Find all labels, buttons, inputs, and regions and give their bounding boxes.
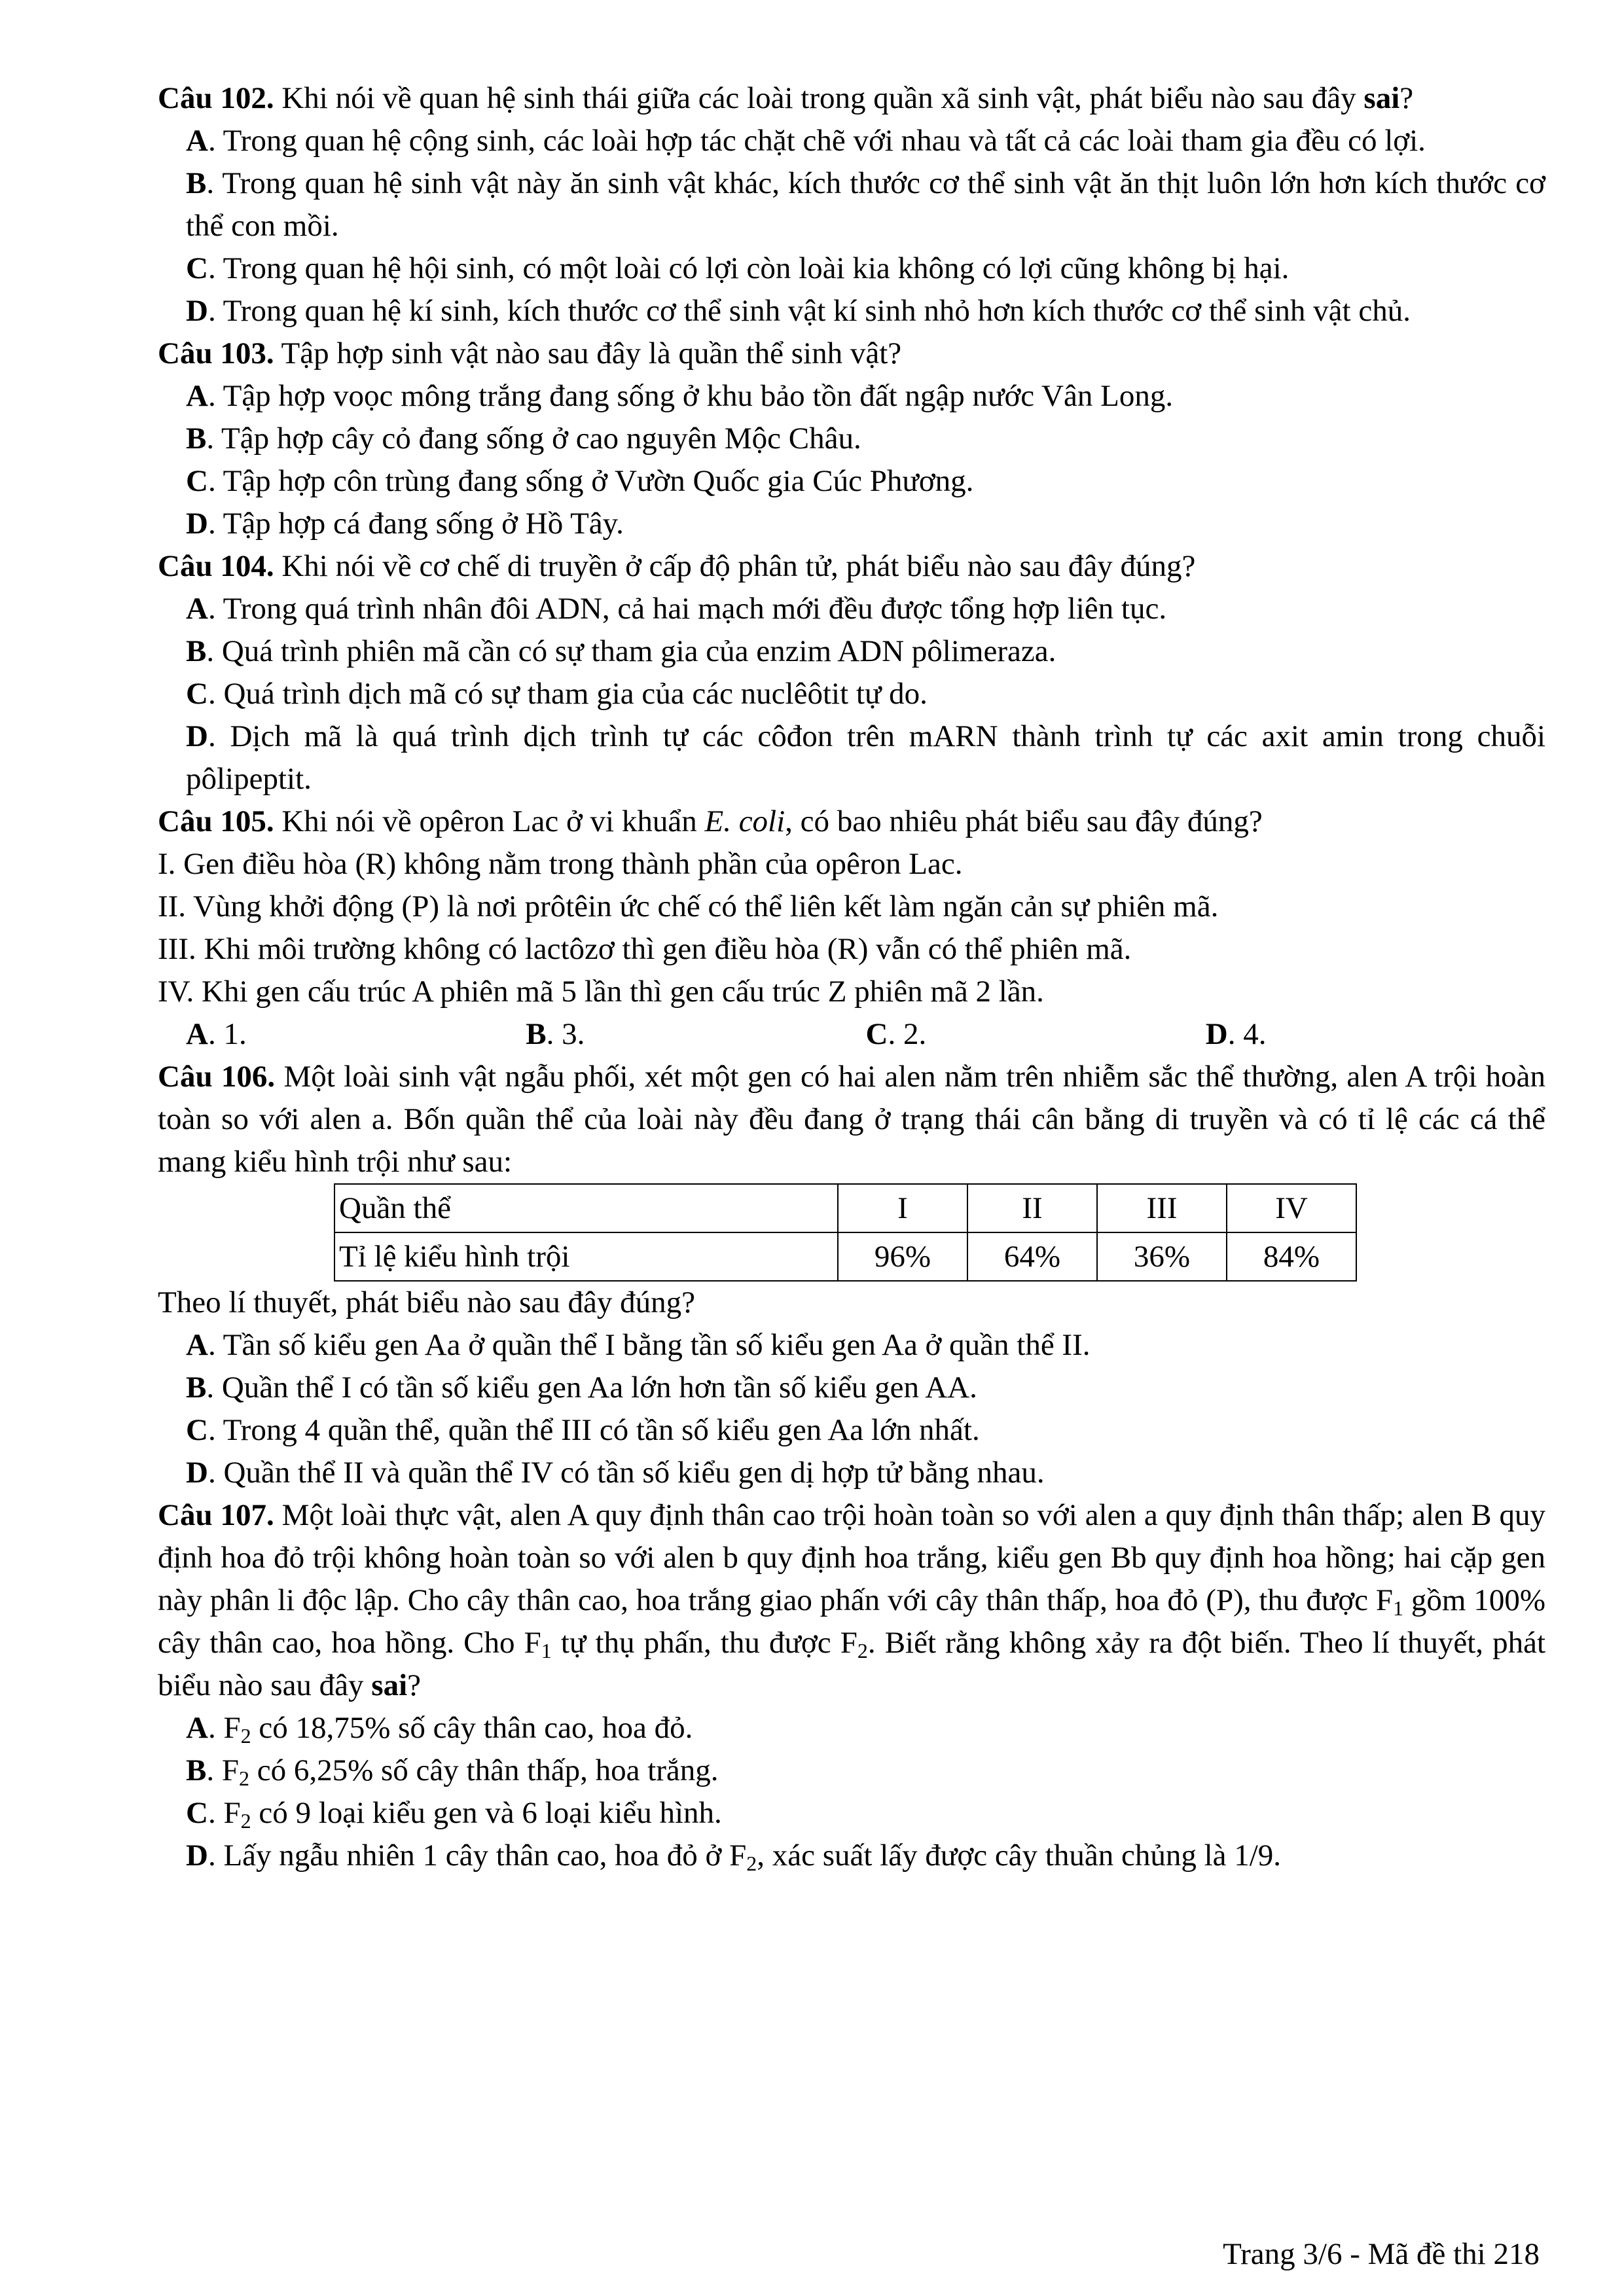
option-d [158,503,1545,545]
option-letter: C [186,1796,208,1830]
page-content [158,77,1545,1877]
option-d [158,290,1545,332]
option-text: . Dịch mã là quá trình dịch trình tự các côđon trên mARN thành trình tự các axit amin trong chuỗi pôlipeptit. [186,719,1545,796]
question-106-prompt: Theo lí thuyết, phát biểu nào sau đây đúng? [158,1285,695,1319]
subscript: 2 [746,1852,757,1875]
option-letter: D [186,719,208,753]
question-number: Câu 102. [158,81,274,115]
question-106 [158,1056,1545,1494]
subscript: 1 [541,1639,552,1662]
question-104 [158,545,1545,800]
question-emphasis: sai [1363,81,1400,115]
option-letter: B [186,422,207,456]
option-text: . Lấy ngẫu nhiên 1 cây thân cao, hoa đỏ ở F [208,1839,747,1873]
statement-1: I. Gen điều hòa (R) không nằm trong thành phần của opêron Lac. [158,847,963,881]
question-number: Câu 104. [158,549,274,583]
question-text: Tập hợp sinh vật nào sau đây là quần thể sinh vật? [274,336,902,370]
option-letter: D [186,1839,208,1873]
option-letter: B [186,1371,207,1405]
table-row [334,1232,1356,1281]
question-text: tự thụ phấn, thu được F [551,1626,857,1660]
option-text: . F [208,1711,241,1745]
option-text: , xác suất lấy được cây thuần chủng là 1/9. [757,1839,1282,1873]
statement-3: III. Khi môi trường không có lactôzơ thì gen điều hòa (R) vẫn có thể phiên mã. [158,932,1132,966]
question-103-stem [158,332,1545,375]
question-text: Một loài thực vật, alen A quy định thân cao trội hoàn toàn so với alen a quy định thân thấp; alen B quy định hoa đỏ trội không hoàn toàn so với alen b quy định hoa trắng, kiểu gen Bb quy định hoa hồng; hai cặp gen này phân li độc lập. Cho cây thân cao, hoa trắng giao phấn với cây thân thấp, hoa đỏ (P), thu được F [158,1498,1545,1617]
options-row [158,1013,1545,1056]
option-letter: C [186,464,208,498]
population-table [334,1183,1357,1282]
option-d [158,1835,1545,1877]
option-text: . Trong quan hệ cộng sinh, các loài hợp tác chặt chẽ với nhau và tất cả các loài tham gia đều có lợi. [208,124,1426,158]
option-a [158,375,1545,418]
question-107 [158,1494,1545,1877]
option-letter: C [865,1017,888,1051]
statement-2: II. Vùng khởi động (P) là nơi prôtêin ức chế có thể liên kết làm ngăn cản sự phiên mã. [158,889,1219,924]
option-text: có 9 loại kiểu gen và 6 loại kiểu hình. [251,1796,722,1830]
option-b [526,1013,865,1056]
option-c [158,1792,1545,1835]
option-text: . Tập hợp côn trùng đang sống ở Vườn Quốc gia Cúc Phương. [208,464,974,498]
option-letter: B [186,634,207,668]
option-b [158,1749,1545,1792]
question-text: Khi nói về opêron Lac ở vi khuẩn [274,804,705,838]
page-footer: Trang 3/6 - Mã đề thi 218 [1223,2237,1540,2271]
table-row-label: Tỉ lệ kiểu hình trội [334,1232,838,1281]
question-103 [158,332,1545,545]
question-104-stem [158,545,1545,588]
option-letter: C [186,677,208,711]
table-cell: 64% [967,1232,1097,1281]
subscript: 2 [857,1639,868,1662]
subscript: 2 [240,1809,251,1833]
option-letter: D [1205,1017,1228,1051]
question-102 [158,77,1545,332]
subscript: 2 [239,1767,249,1790]
table-cell: 84% [1227,1232,1356,1281]
question-105-stem [158,800,1545,843]
statement-4: IV. Khi gen cấu trúc A phiên mã 5 lần thì gen cấu trúc Z phiên mã 2 lần. [158,975,1044,1009]
option-letter: C [186,251,208,285]
option-text: . F [206,1753,239,1787]
option-text: có 18,75% số cây thân cao, hoa đỏ. [251,1711,693,1745]
option-text: . F [208,1796,241,1830]
question-text: Khi nói về cơ chế di truyền ở cấp độ phân tử, phát biểu nào sau đây đúng? [274,549,1196,583]
option-text: . Trong quan hệ sinh vật này ăn sinh vật khác, kích thước cơ thể sinh vật ăn thịt luôn lớn hơn kích thước cơ thể con mồi. [186,166,1545,243]
option-d [158,1452,1545,1494]
option-text: . Tập hợp cá đang sống ở Hồ Tây. [208,507,624,541]
question-text: Khi nói về quan hệ sinh thái giữa các loài trong quần xã sinh vật, phát biểu nào sau đây [274,81,1364,115]
option-c [158,247,1545,290]
table-column-header: III [1097,1184,1227,1232]
table-column-header: IV [1227,1184,1356,1232]
option-text: . Trong quá trình nhân đôi ADN, cả hai mạch mới đều được tổng hợp liên tục. [208,592,1167,626]
table-column-header: II [967,1184,1097,1232]
option-a [186,1013,526,1056]
table-column-header: I [838,1184,967,1232]
option-text: . Tập hợp cây cỏ đang sống ở cao nguyên Mộc Châu. [206,422,861,456]
option-letter: A [186,124,208,158]
question-emphasis: sai [371,1668,408,1702]
question-number: Câu 105. [158,804,274,838]
species-name: E. coli [704,804,785,838]
option-c [158,460,1545,503]
option-d [1206,1013,1545,1056]
question-text: . Biết rằng không xảy ra đột biến. Theo lí thuyết, phát biểu nào sau đây [158,1626,1546,1702]
option-text: . Trong quan hệ kí sinh, kích thước cơ thể sinh vật kí sinh nhỏ hơn kích thước cơ thể sinh vật chủ. [208,294,1411,328]
table-header-row [334,1184,1356,1232]
question-number: Câu 106. [158,1060,276,1094]
subscript: 1 [1393,1596,1404,1620]
option-text: . Trong 4 quần thể, quần thể III có tần số kiểu gen Aa lớn nhất. [208,1413,980,1447]
option-letter: A [186,592,208,626]
question-number: Câu 103. [158,336,274,370]
option-c [158,1409,1545,1452]
option-text: . 2. [888,1017,927,1051]
option-letter: B [526,1017,547,1051]
option-text: có 6,25% số cây thân thấp, hoa trắng. [249,1753,719,1787]
option-letter: A [186,1711,208,1745]
option-a [158,120,1545,162]
question-106-stem [158,1056,1545,1183]
option-c [866,1013,1206,1056]
option-text: . 4. [1227,1017,1267,1051]
option-letter: A [186,379,208,413]
option-a [158,588,1545,630]
option-c [158,673,1545,715]
option-b [158,162,1545,247]
option-text: . Quần thể I có tần số kiểu gen Aa lớn hơn tần số kiểu gen AA. [206,1371,977,1405]
question-text: , có bao nhiêu phát biểu sau đây đúng? [785,804,1263,838]
option-text: . Tập hợp voọc mông trắng đang sống ở khu bảo tồn đất ngập nước Vân Long. [208,379,1174,413]
option-text: . Quá trình phiên mã cần có sự tham gia của enzim ADN pôlimeraza. [206,634,1056,668]
option-text: . 1. [208,1017,247,1051]
option-b [158,418,1545,460]
option-letter: B [186,1753,207,1787]
subscript: 2 [240,1724,251,1748]
option-a [158,1324,1545,1367]
option-letter: D [186,507,208,541]
option-letter: D [186,294,208,328]
option-text: . 3. [546,1017,585,1051]
question-107-stem [158,1494,1545,1707]
question-number: Câu 107. [158,1498,274,1532]
question-text: ? [1399,81,1414,115]
option-text: . Quần thể II và quần thể IV có tần số kiểu gen dị hợp tử bằng nhau. [208,1456,1045,1490]
question-text: ? [407,1668,422,1702]
option-letter: D [186,1456,208,1490]
option-b [158,630,1545,673]
table-header-label: Quần thể [334,1184,838,1232]
option-letter: C [186,1413,208,1447]
option-text: . Trong quan hệ hội sinh, có một loài có lợi còn loài kia không có lợi cũng không bị hại. [208,251,1290,285]
table-cell: 36% [1097,1232,1227,1281]
option-text: . Tần số kiểu gen Aa ở quần thể I bằng tần số kiểu gen Aa ở quần thể II. [208,1328,1091,1362]
question-105 [158,800,1545,1056]
option-d [158,715,1545,800]
option-b [158,1367,1545,1409]
option-letter: A [186,1017,208,1051]
option-letter: A [186,1328,208,1362]
option-letter: B [186,166,207,200]
question-text: gồm 100% cây thân cao, hoa hồng. Cho F [158,1583,1545,1660]
question-102-stem [158,77,1545,120]
question-text: Một loài sinh vật ngẫu phối, xét một gen có hai alen nằm trên nhiễm sắc thể thường, alen A trội hoàn toàn so với alen a. Bốn quần thể của loài này đều đang ở trạng thái cân bằng di truyền và có tỉ lệ các cá thể mang kiểu hình trội như sau: [158,1060,1545,1179]
table-cell: 96% [838,1232,967,1281]
option-text: . Quá trình dịch mã có sự tham gia của các nuclêôtit tự do. [208,677,928,711]
option-a [158,1707,1545,1749]
